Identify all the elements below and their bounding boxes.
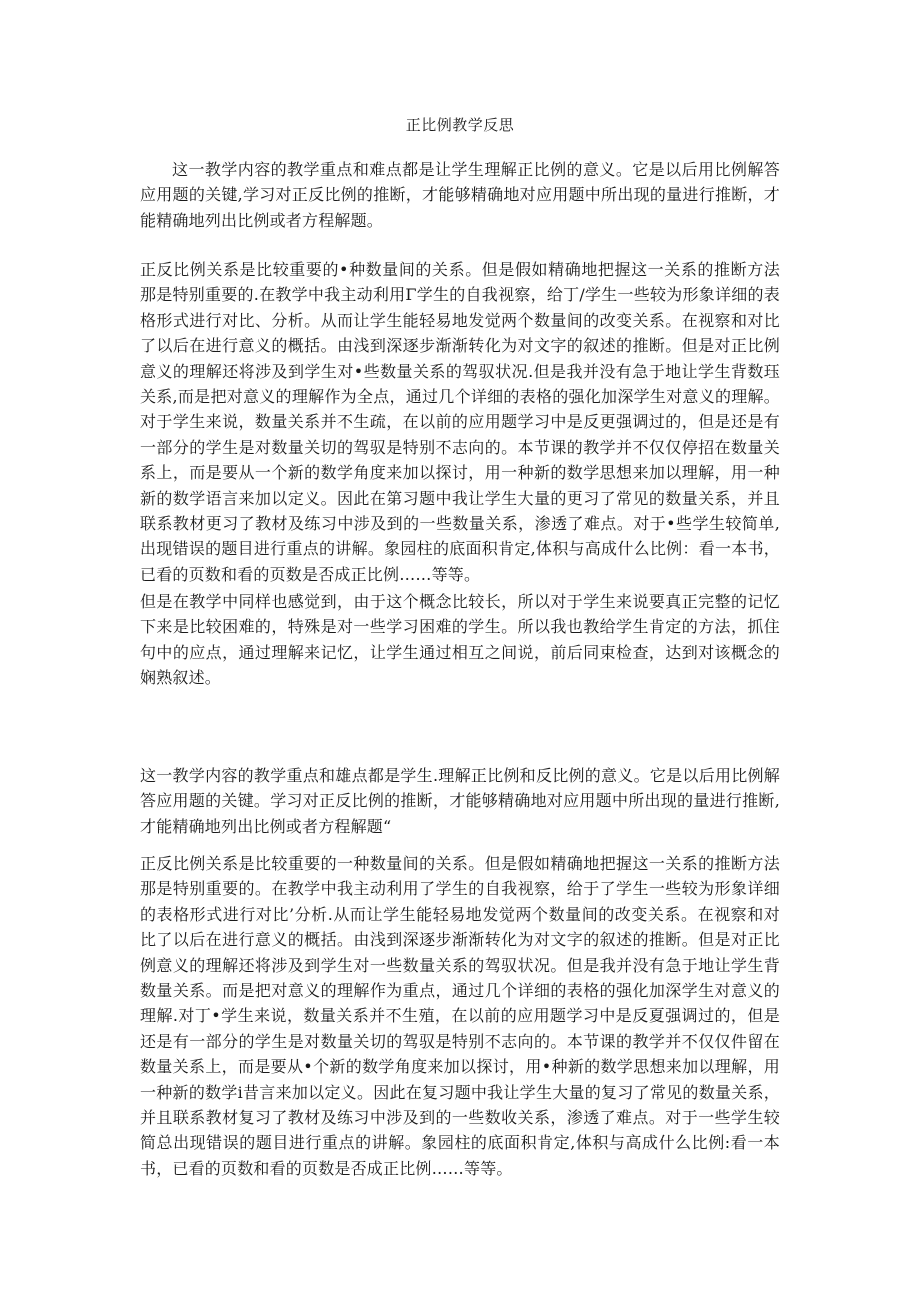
paragraph-5: 正反比例关系是比较重要的一种数量间的关系。但是假如精确地把握这一关系的推断方法那是特别重要的。在教学中我主动利用了学生的自我视察，给于了学生一些较为形象详细的表格形式进行对比’分析.从而让学生能轻易地发觉两个数量间的改变关系。在视察和对比了以后在进行意义的概括。由浅到深逐步渐渐转化为对文字的叙述的推断。但是对正比例意义的理解还将涉及到学生对一些数量关系的驾驭状况。但是我并没有急于地让学生背数量关系。而是把对意义的理解作为重点，通过几个详细的表格的强化加深学生对意义的理解.对丁•学生来说，数量关系并不生殖，在以前的应用题学习中是反夏强调过的，但是还是有一部分的学生是对数量关切的驾驭是特别不志向的。本节课的教学并不仅仅件留在数量关系上，而是要从•个新的数学角度来加以探讨，用•种新的数学思想来加以理解，用一种新的数学ⅰ昔言来加以定义。因此在复习题中我让学生大量的复习了常见的数量关系，并且联系教材复习了教材及练习中涉及到的一些数收关系，渗透了难点。对于一些学生较简总出现错误的题目进行重点的讲解。象园柱的底面积肯定,体积与高成什么比例:看一本书，已看的页数和看的页数是否成正比例……等等。 [140, 854, 780, 1178]
document-title: 正比例教学反思 [405, 116, 515, 134]
paragraph-1: 这一教学内容的教学重点和难点都是让学生理解正比例的意义。它是以后用比例解答应用题的关键,学习对正反比例的推断，才能够精确地对应用题中所出现的量进行推断，才能精确地列出比例或者方程解题。 [140, 160, 780, 230]
paragraph-4: 这一教学内容的教学重点和雄点都是学生.理解正比例和反比例的意义。它是以后用比例解答应用题的关键。学习对正反比例的推断，才能够精确地对应用题中所出现的量进行推断,才能精确地列出比例或者方程解题“ [140, 766, 780, 836]
paragraph-3: 但是在教学中同样也感觉到，由于这个概念比较长，所以对于学生来说要真正完整的记忆下来是比较困难的，特殊是对一些学习困难的学生。所以我也教给学生肯定的方法，抓住句中的应点，通过理解来记忆，让学生通过相互之间说，前后同束检查，达到对该概念的娴熟叙述。 [140, 592, 780, 688]
paragraph-2: 正反比例关系是比较重要的•种数量间的关系。但是假如精确地把握这一关系的推断方法那是特别重要的.在教学中我主动利用Γ学生的自我视察，给丁/学生一些较为形象详细的表格形式进行对比、分析。从而让学生能轻易地发觉两个数量间的改变关系。在视察和对比了以后在进行意义的概括。由浅到深逐步渐渐转化为对文字的叙述的推断。但是对正比例意义的理解还将涉及到学生对•些数量关系的驾驭状况.但是我并没有急于地让学生背数珏关系,而是把对意义的理解作为全点，通过几个详细的表格的强化加深学生对意义的理解。对于学生来说，数量关系并不生疏，在以前的应用题学习中是反更强调过的，但是还是有一部分的学生是对数量关切的驾驭是特别不志向的。本节课的教学并不仅仅停招在数量关系上，而是要从一个新的数学角度来加以探讨，用一种新的数学思想来加以理解，用一种新的数学语言来加以定义。因此在第习题中我让学生大量的更习了常见的数量关系，并且联系教材更习了教材及练习中涉及到的一些数量关系，渗透了难点。对于•些学生较简单,出现错误的题目进行重点的讲解。象园柱的底面积肯定,体积与高成什么比例：看一本书，已看的页数和看的页数是否成正比例……等等。 [140, 260, 780, 584]
